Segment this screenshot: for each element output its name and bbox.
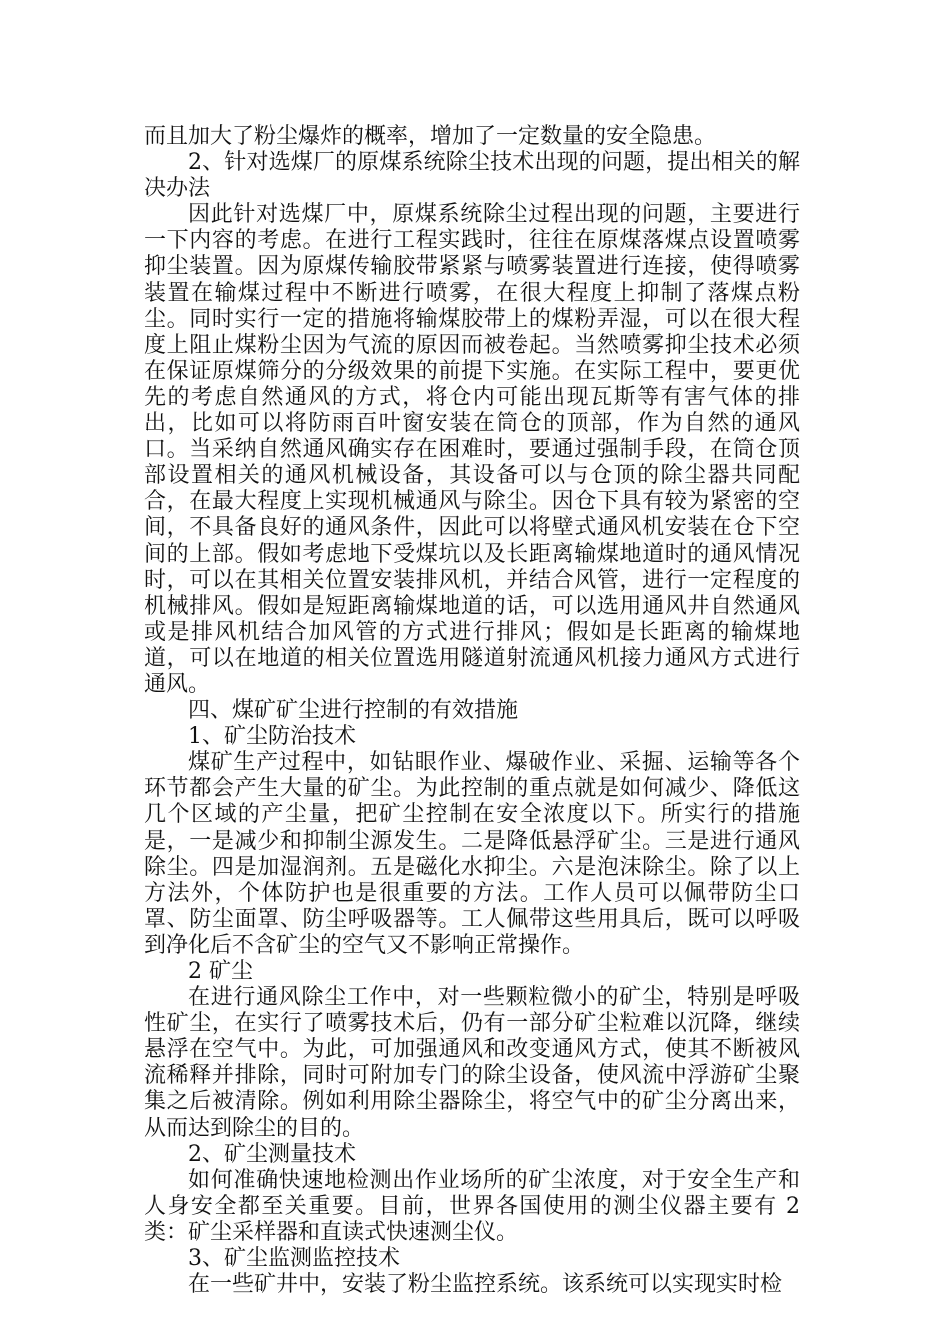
section-heading-measures: 四、煤矿矿尘进行控制的有效措施 [188,698,519,724]
paragraph-ventilation: 因此针对选煤厂中，原煤系统除尘过程出现的问题，主要进行一下内容的考虑。在进行工程实践时，往往在原煤落煤点设置喷雾抑尘装置。因为原煤传输胶带紧紧与喷雾装置进行连接，使得喷雾装置在输煤过程中不断进行喷雾，在很大程度上抑制了落煤点粉尘。同时实行一定的措施将输煤胶带上的煤粉弄湿，可以在很大程度上阻止煤粉尘因为气流的原因而被卷起。当然喷雾抑尘技术必须在保证原煤筛分的分级效果的前提下实施。在实际工程中，要更优先的考虑自然通风的方式，将仓内可能出现瓦斯等有害气体的排出，比如可以将防雨百叶窗安装在筒仓的顶部，作为自然的通风口。当采纳自然通风确实存在困难时，要通过强制手段，在筒仓顶部设置相关的通风机械设备，其设备可以与仓顶的除尘器共同配合，在最大程度上实现机械通风与除尘。因仓下具有较为紧密的空间，不具备良好的通风条件，因此可以将壁式通风机安装在仓下空间的上部。假如考虑地下受煤坑以及长距离输煤地道时的通风情况时，可以在其相关位置安装排风机，并结合风管，进行一定程度的机械排风。假如是短距离输煤地道的话，可以选用通风井自然通风或是排风机结合加风管的方式进行排风；假如是长距离的输煤地道，可以在地道的相关位置选用隧道射流通风机接力通风方式进行通风。 [144,202,800,697]
paragraph-ventilation-dust-removal: 在进行通风除尘工作中，对一些颗粒微小的矿尘，特别是呼吸性矿尘，在实行了喷雾技术后，仍有一部分矿尘粒难以沉降，继续悬浮在空气中。为此，可加强通风和改变通风方式，使其不断被风流稀释并排除，同时可附加专门的除尘设备，使风流中浮游矿尘聚集之后被清除。例如利用除尘器除尘，将空气中的矿尘分离出来，从而达到除尘的目的。 [144,985,800,1141]
paragraph-continuation: 而且加大了粉尘爆炸的概率，增加了一定数量的安全隐患。 [144,124,717,149]
subheading-dust-monitoring: 3、矿尘监测监控技术 [188,1246,400,1272]
document-body [144,124,800,1298]
subheading-mine-dust: 2 矿尘 [188,959,253,984]
paragraph-dust-monitoring: 在一些矿井中，安装了粉尘监控系统。该系统可以实现实时检 [188,1272,783,1298]
subheading-dust-prevention: 1、矿尘防治技术 [188,724,356,750]
paragraph-dust-measurement: 如何准确快速地检测出作业场所的矿尘浓度，对于安全生产和人身安全都至关重要。目前，世界各国使用的测尘仪器主要有 2 类：矿尘采样器和直读式快速测尘仪。 [144,1167,800,1245]
paragraph-dust-prevention: 煤矿生产过程中，如钻眼作业、爆破作业、采掘、运输等各个环节都会产生大量的矿尘。为此控制的重点就是如何减少、降低这几个区域的产尘量，把矿尘控制在安全浓度以下。所实行的措施是，一是减少和抑制尘源发生。二是降低悬浮矿尘。三是进行通风除尘。四是加湿润剂。五是磁化水抑尘。六是泡沫除尘。除了以上方法外，个体防护也是很重要的方法。工作人员可以佩带防尘口罩、防尘面罩、防尘呼吸器等。工人佩带这些用具后，既可以呼吸到净化后不含矿尘的空气又不影响正常操作。 [144,750,800,958]
subheading-dust-measurement: 2、矿尘测量技术 [188,1141,356,1167]
section-heading-solutions: 2、针对选煤厂的原煤系统除尘技术出现的问题，提出相关的解决办法 [144,150,800,202]
